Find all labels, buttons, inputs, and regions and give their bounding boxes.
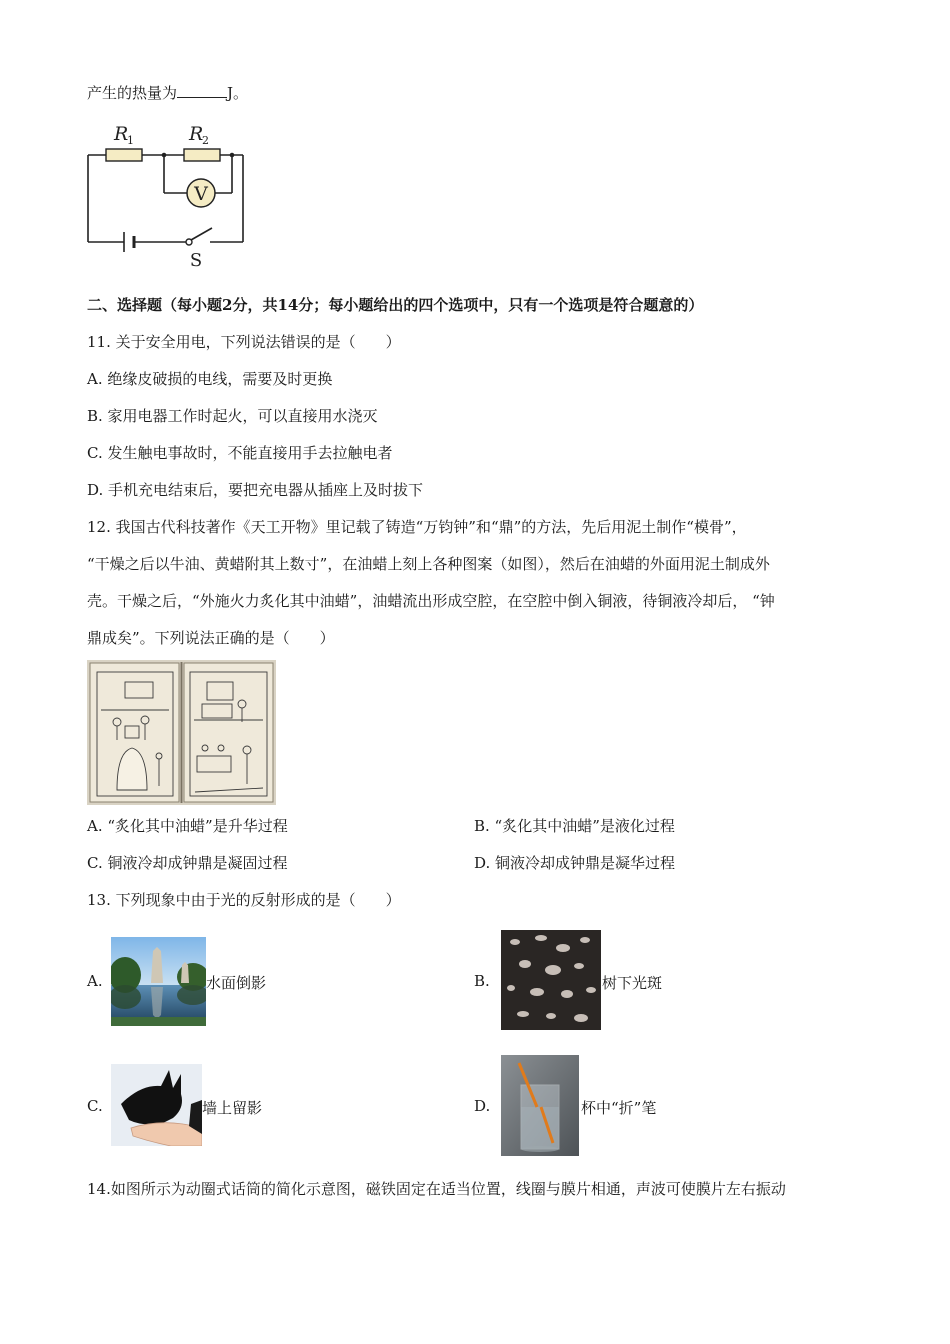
q13-option-b-text[interactable]: 树下光斑 — [602, 974, 663, 992]
q12-stem-line2: “干燥之后以牛油、黄蜡附其上数寸”，在油蜡上刻上各种图案（如图），然后在油蜡的外面用泥土制成外 — [87, 555, 770, 573]
q13-stem: 13. 下列现象中由于光的反射形成的是（ ） — [87, 891, 401, 909]
q10-prefix: 产生的热量为 — [87, 84, 178, 102]
q14-stem-line1: 14.如图所示为动圈式话筒的简化示意图，磁铁固定在适当位置，线圈与膜片相通，声波可使膜片左右振动 — [87, 1180, 786, 1198]
q13-option-c-text[interactable]: 墙上留影 — [202, 1099, 263, 1117]
r1-subscript: 1 — [127, 134, 134, 147]
q13-option-a-text[interactable]: 水面倒影 — [206, 974, 267, 992]
q13-option-a-letter[interactable]: A. — [87, 972, 103, 990]
q11-option-a[interactable]: A. 绝缘皮破损的电线，需要及时更换 — [87, 370, 333, 388]
q12-option-b[interactable]: B. “炙化其中油蜡”是液化过程 — [474, 817, 675, 835]
tiangong-kaiwu-book-image — [87, 660, 276, 805]
resistor-r2 — [184, 149, 220, 161]
q12-stem-line4: 鼎成矣”。下列说法正确的是（ ） — [87, 629, 335, 647]
q13-option-b-letter[interactable]: B. — [474, 972, 490, 990]
water-reflection-image — [111, 937, 206, 1026]
q10-answer-line — [87, 82, 248, 103]
pen-in-glass-image — [501, 1055, 579, 1156]
q11-option-c[interactable]: C. 发生触电事故时，不能直接用手去拉触电者 — [87, 444, 393, 462]
q13-option-c-letter[interactable]: C. — [87, 1097, 103, 1115]
q11-option-b[interactable]: B. 家用电器工作时起火，可以直接用水浇灭 — [87, 407, 378, 425]
q13-option-d-text[interactable]: 杯中“折”笔 — [581, 1099, 657, 1117]
q12-stem-line1: 12. 我国古代科技著作《天工开物》里记载了铸造“万钧钟”和“鼎”的方法，先后用泥土制作“模骨”， — [87, 518, 747, 536]
q12-option-d[interactable]: D. 铜液冷却成钟鼎是凝华过程 — [474, 854, 676, 872]
light-spots-image — [501, 930, 601, 1030]
voltmeter-label: V — [194, 183, 208, 205]
answer-blank — [177, 83, 227, 98]
section-title: 二、选择题（每小题2分，共14分；每小题给出的四个选项中，只有一个选项是符合题意的） — [87, 296, 704, 314]
switch-lever — [191, 228, 212, 240]
q12-option-c[interactable]: C. 铜液冷却成钟鼎是凝固过程 — [87, 854, 288, 872]
q12-option-a[interactable]: A. “炙化其中油蜡”是升华过程 — [87, 817, 288, 835]
wall-shadow-image — [111, 1064, 202, 1146]
switch-label: S — [189, 250, 203, 271]
r2-label: R — [189, 123, 204, 145]
q13-option-d-letter[interactable]: D. — [474, 1097, 491, 1115]
r1-label: R — [114, 123, 129, 145]
r2-subscript: 2 — [202, 134, 209, 147]
q11-option-d[interactable]: D. 手机充电结束后，要把充电器从插座上及时拔下 — [87, 481, 424, 499]
resistor-r1 — [106, 149, 142, 161]
circuit-diagram — [80, 118, 260, 273]
q12-stem-line3: 壳。干燥之后，“外施火力炙化其中油蜡”，油蜡流出形成空腔，在空腔中倒入铜液，待铜液冷却后， “钟 — [87, 592, 775, 610]
q11-stem: 11. 关于安全用电，下列说法错误的是（ ） — [87, 333, 401, 351]
q10-suffix: J。 — [227, 84, 249, 102]
